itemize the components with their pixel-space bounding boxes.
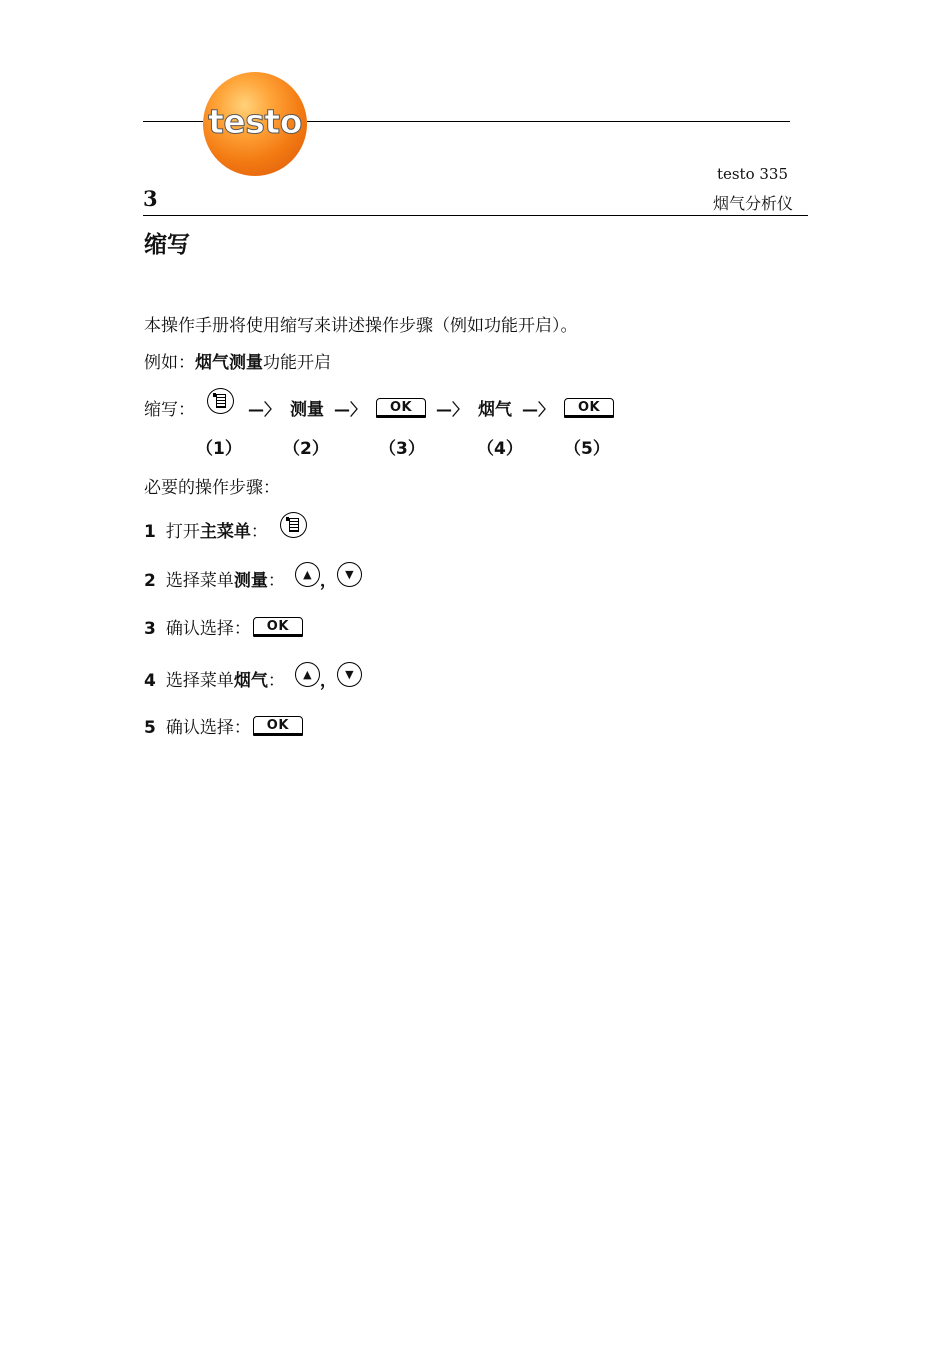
up-arrow-key-icon: ▲ [295, 562, 320, 587]
step-bold: 烟气 [233, 671, 268, 691]
step-number: 3 [144, 619, 156, 639]
menu-key-icon [280, 512, 307, 538]
abbrev-measure: 测量 [290, 400, 325, 420]
abbrev-number-3: （3） [379, 439, 425, 459]
step-text: 选择菜单 [165, 671, 234, 691]
ok-key-icon: OK [376, 398, 426, 418]
steps-intro: 必要的操作步骤： [144, 478, 280, 498]
testo-logo [203, 72, 307, 176]
step-2 [144, 562, 362, 591]
arrow-separator: —〉 [334, 400, 367, 419]
step-5 [144, 713, 303, 738]
ok-key-icon: OK [564, 398, 614, 418]
step-number: 2 [144, 571, 156, 591]
abbrev-label: 缩写： [144, 400, 195, 420]
step-comma: ， [319, 671, 337, 691]
example-suffix: 功能开启 [263, 353, 331, 373]
step-bold: 测量 [233, 571, 268, 591]
header-rule-right [307, 121, 790, 122]
document-subtitle: 烟气分析仪 [712, 194, 793, 213]
arrow-separator: —〉 [436, 400, 469, 419]
step-1 [144, 512, 307, 542]
up-arrow-key-icon: ▲ [295, 662, 320, 687]
step-number: 1 [144, 522, 156, 542]
step-bold: 主菜单 [199, 522, 251, 542]
step-colon: ： [267, 671, 285, 691]
step-text: 选择菜单 [165, 571, 234, 591]
step-3 [144, 614, 303, 639]
step-number: 4 [144, 671, 156, 691]
step-colon: ： [250, 522, 268, 542]
example-prefix: 例如： [144, 353, 195, 373]
abbrev-number-5: （5） [564, 439, 610, 459]
step-number: 5 [144, 718, 156, 738]
abbrev-number-2: （2） [283, 439, 329, 459]
step-4 [144, 662, 362, 691]
example-bold: 烟气测量 [195, 353, 263, 373]
example-line [144, 348, 331, 373]
down-arrow-key-icon: ▼ [337, 662, 362, 687]
intro-paragraph: 本操作手册将使用缩写来讲述操作步骤（例如功能开启）。 [144, 316, 578, 336]
ok-key-icon: OK [253, 716, 303, 736]
abbrev-number-4: （4） [477, 439, 523, 459]
chapter-number: 3 [143, 186, 158, 211]
section-title: 缩写 [144, 232, 190, 258]
chapter-rule [143, 215, 808, 216]
header-rule-left [143, 121, 203, 122]
step-colon: ： [267, 571, 285, 591]
abbreviation-line [144, 388, 614, 420]
arrow-separator: —〉 [248, 400, 281, 419]
logo-text: testo [208, 102, 302, 141]
menu-key-icon [207, 388, 234, 414]
ok-key-icon: OK [253, 617, 303, 637]
product-name: testo 335 [716, 165, 788, 183]
step-comma: ， [319, 571, 337, 591]
down-arrow-key-icon: ▼ [337, 562, 362, 587]
abbrev-flue-gas: 烟气 [478, 400, 513, 420]
step-text: 确认选择： [165, 619, 251, 639]
step-text: 打开 [165, 522, 200, 542]
arrow-separator: —〉 [522, 400, 555, 419]
step-text: 确认选择： [165, 718, 251, 738]
abbrev-number-1: （1） [196, 439, 242, 459]
